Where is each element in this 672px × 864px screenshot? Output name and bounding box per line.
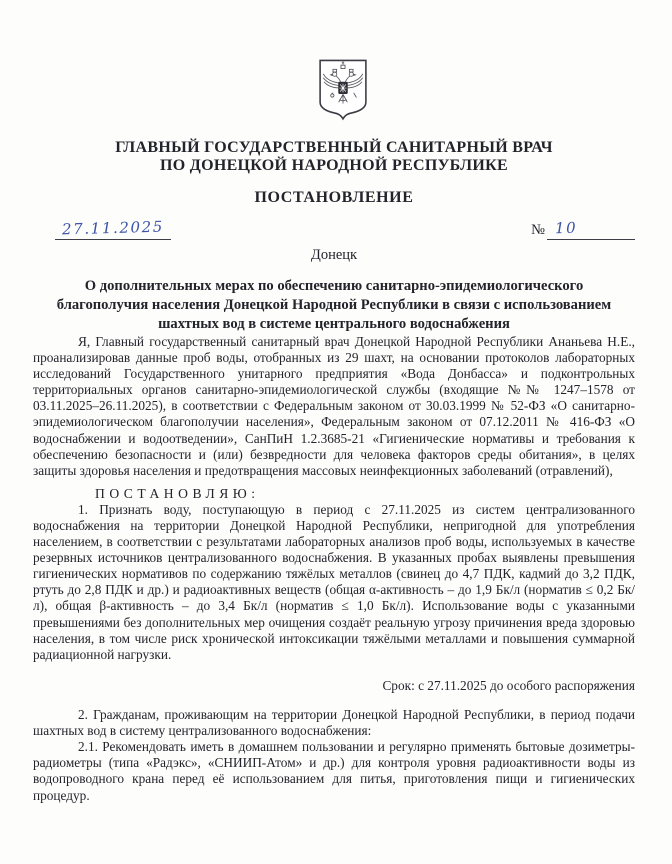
date-number-row — [33, 216, 635, 240]
number-sign: № — [531, 222, 545, 238]
city-line: Донецк — [310, 247, 358, 263]
item-2-1-paragraph: 2.1. Рекомендовать иметь в домашнем пользовании и регулярно применять бытовые дозиметры-радиометры (типа «Радэкс», «СНИИП-Атом» и др.) для контроля уровня радиоактивности воды из водопроводного крана перед её использованием для питья, приготовления пищи и гигиенических процедур. — [33, 739, 635, 803]
preamble-paragraph: Я, Главный государственный санитарный врач Донецкой Народной Республики Ананьева Н.Е., проанализировав данные проб воды, отобранных из 29 шахт, на основании протоколов лабораторных исследований Государственного унитарного предприятия «Вода Донбасса» и подконтрольных территориальных органов санитарно-эпидемиологической службы (входящие №№ 1247–1578 от 03.11.2025–26.11.2025), в соответствии с Федеральным законом от 30.03.1999 № 52-ФЗ «О санитарно-эпидемиологическом благополучии населения», Федеральным законом от 07.12.2011 № 416-ФЗ «О водоснабжении и водоотведении», СанПиН 1.2.3685-21 «Гигиенические нормативы и требования к обеспечению безопасности и (или) безвредности для человека факторов среды обитания», в целях защиты здоровья населения и предотвращения массовых неинфекционных заболеваний (отравлений), — [33, 334, 635, 478]
document-title: О дополнительных мерах по обеспечению санитарно-эпидемиологического благополучия населения Донецкой Народной Республики в связи с использованием шахтных вод в системе центрального водоснабжения — [56, 278, 612, 332]
coat-of-arms-icon — [42, 0, 644, 126]
doc-type-heading: ПОСТАНОВЛЕНИЕ — [254, 189, 414, 206]
org-header — [33, 139, 635, 174]
handwritten-date: 27.11.2025 — [61, 217, 165, 239]
handwritten-number: 10 — [554, 218, 578, 238]
term-line: Срок: с 27.11.2025 до особого распоряжения — [382, 677, 635, 693]
number-field — [531, 219, 635, 240]
resolve-heading: ПОСТАНОВЛЯЮ: — [95, 485, 260, 501]
item-1-paragraph: 1. Признать воду, поступающую в период с 27.11.2025 из систем централизованного водоснабжения на территории Донецкой Народной Республики, непригодной для употребления населением, в соответствии с результатами лабораторных анализов проб воды, используемых в качестве резервных источников централизованного водоснабжения. В указанных пробах выявлены превышения гигиенических нормативов по содержанию тяжёлых металлов (свинец до 4,7 ПДК, кадмий до 3,2 ПДК, ртуть до 2,8 ПДК и др.) и радиоактивных веществ (общая α-активность – до 1,9 Бк/л (норматив ≤ 0,2 Бк/л), общая β-активность – до 3,4 Бк/л (норматив ≤ 1,0 Бк/л). Использование воды с указанными превышениями без дополнительных мер очищения создаёт реальную угрозу причинения вреда здоровью населения, в том числе риск хронической интоксикации тяжёлыми металлами и повышения суммарной радиационной нагрузки. — [33, 501, 635, 662]
number-underline — [547, 219, 635, 240]
org-name-line1: ГЛАВНЫЙ ГОСУДАРСТВЕННЫЙ САНИТАРНЫЙ ВРАЧ — [115, 139, 553, 156]
org-name-line2: ПО ДОНЕЦКОЙ НАРОДНОЙ РЕСПУБЛИКЕ — [160, 156, 508, 174]
item-2-paragraph: 2. Гражданам, проживающим на территории Донецкой Народной Республики, в период подачи шахтных вод в систему централизованного водоснабжения: — [33, 707, 635, 739]
date-field — [55, 219, 171, 240]
